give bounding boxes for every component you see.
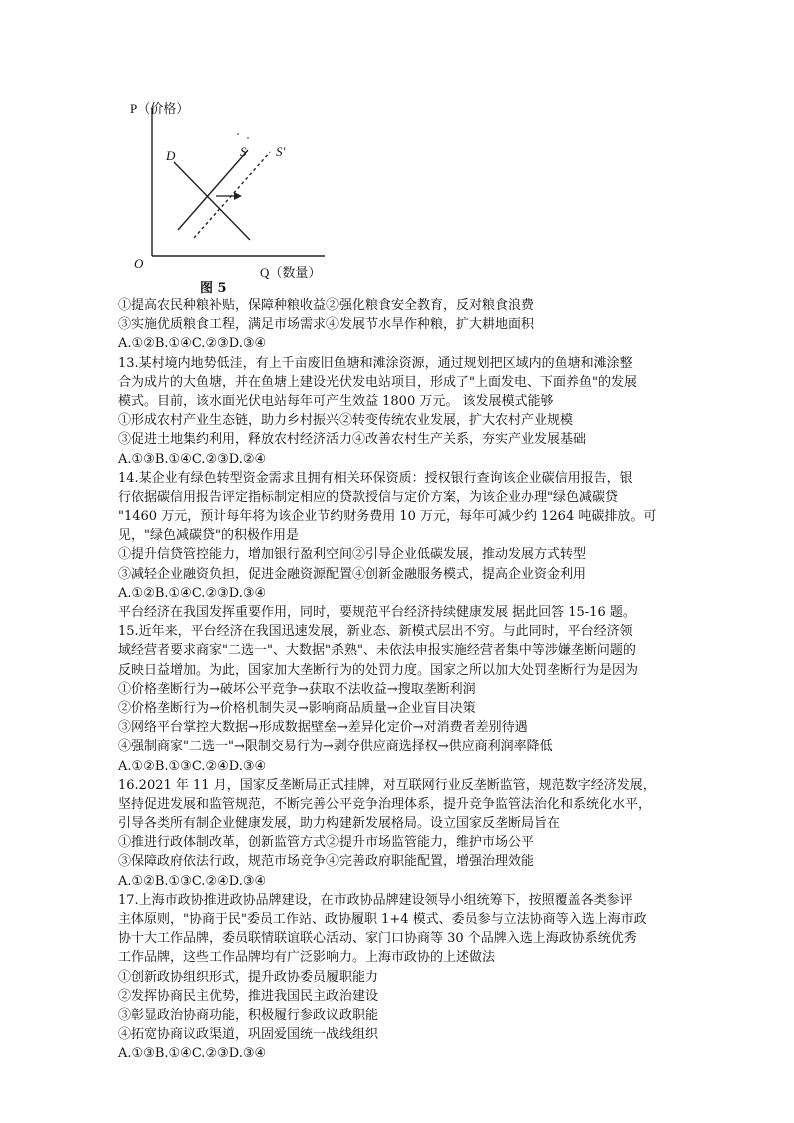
text-line: 14.某企业有绿色转型资金需求且拥有相关环保资质：授权银行查询该企业碳信用报告，银 (118, 470, 633, 486)
text-line: ④拓宽协商议政渠道，巩固爱国统一战线组织 (118, 1027, 379, 1043)
text-line: A.①②B.①③C.②④D.③④ (118, 758, 267, 774)
text-line: ①提升信贷管控能力，增加银行盈利空间②引导企业低碳发展，推动发展方式转型 (118, 547, 587, 563)
text-line: 13.某村境内地势低洼，有上千亩废旧鱼塘和滩涂资源，通过规划把区域内的鱼塘和滩涂整 (118, 355, 633, 371)
origin-label: O (134, 256, 144, 271)
x-axis-label: Q（数量） (260, 265, 322, 280)
text-line: 域经营者要求商家"二选一"、大数据"杀熟"、未依法申报实施经营者集中等涉嫌垄断问题的 (118, 643, 636, 659)
question-text (118, 296, 698, 1064)
text-line: A.①②B.①③C.②④D.③④ (118, 873, 267, 889)
y-axis-label: P（价格） (130, 101, 190, 116)
figure-caption: 图 5 (200, 281, 227, 296)
text-line: ③保障政府依法行政，规范市场竞争④完善政府职能配置，增强治理效能 (118, 854, 535, 870)
text-line: ①价格垄断行为→破坏公平竞争→获取不法收益→搜取垄断利润 (118, 681, 476, 697)
text-line: 行依据碳信用报告评定指标制定相应的贷款授信与定价方案，为该企业办理"绿色减碳贷 (118, 489, 618, 505)
text-line: 主体原则，"协商于民"委员工作站、政协履职 1+4 模式、委员参与立法协商等入选上海市政 (118, 912, 647, 927)
text-line: 工作品牌，这些工作品牌均有广泛影响力。上海市政协的上述做法 (118, 950, 496, 966)
shifted-supply-label: S' (276, 144, 286, 159)
supply-label: S (240, 144, 247, 159)
text-line: ③促进土地集约利用，释放农村经济活力④改善农村生产关系，夯实产业发展基础 (118, 432, 587, 448)
text-line: ①推进行政体制改革，创新监管方式②提升市场监管能力，维护市场公平 (118, 835, 535, 851)
text-line: ③网络平台掌控大数据→形成数据壁垒→差异化定价→对消费者差别待遇 (118, 720, 528, 736)
text-line: A.①③B.①④C.②③D.③④ (118, 1046, 267, 1062)
text-line: 见，"绿色减碳贷"的积极作用是 (118, 528, 299, 544)
text-line: A.①②B.①④C.②③D.③④ (118, 585, 267, 601)
text-line: ②发挥协商民主优势，推进我国民主政治建设 (118, 988, 379, 1004)
text-line: ②价格垄断行为→价格机制失灵→影响商品质量→企业盲目决策 (118, 700, 476, 716)
text-line: ①提高农民种粮补贴，保障种粮收益②强化粮食安全教育，反对粮食浪费 (118, 298, 535, 313)
text-line: "1460 万元，预计每年将为该企业节约财务费用 10 万元，每年可减少约 1264 吨碳排放。可 (118, 509, 657, 525)
text-line: ③彰显政治协商功能，积极履行参政议政职能 (118, 1007, 379, 1023)
text-line: ①创新政协组织形式，提升政协委员履职能力 (118, 969, 379, 985)
shift-arrow-head (234, 192, 242, 200)
text-line: 模式。目前，该水面光伏电站每年可产生效益 1800 万元。 该发展模式能够 (118, 393, 554, 409)
text-line: A.①③B.①④C.②③D.②④ (118, 451, 267, 467)
text-line: 平台经济在我国发挥重要作用，同时，要规范平台经济持续健康发展 据此回答 15-16 题。 (118, 605, 636, 620)
supply-demand-figure (120, 90, 340, 295)
text-line: 17.上海市政协推进政协品牌建设，在市政协品牌建设领导小组统筹下，按照覆盖各类参评 (118, 892, 633, 908)
text-line: 合为成片的大鱼塘，并在鱼塘上建设光伏发电站项目，形成了"上面发电、下面养鱼"的发展 (118, 374, 637, 390)
demand-label: D (166, 148, 176, 163)
text-line: ③减轻企业融资负担，促进金融资源配置④创新金融服务模式，提高企业资金利用 (118, 566, 587, 582)
text-line: 反映日益增加。为此，国家加大垄断行为的处罚力度。国家之所以加大处罚垄断行为是因为 (118, 662, 639, 678)
text-line: ③实施优质粮食工程，满足市场需求④发展节水旱作种粮，扩大耕地面积 (118, 317, 535, 333)
text-line: 16.2021 年 11 月，国家反垄断局正式挂牌，对互联网行业反垄断监管，规范数字经济发展， (118, 777, 656, 793)
text-line: A.①②B.①④C.②③D.③④ (118, 336, 267, 352)
text-line: 15.近年来，平台经济在我国迅速发展，新业态、新模式层出不穷。与此同时，平台经济领 (118, 624, 633, 640)
text-line: 协十大工作品牌，委员联情联谊联心活动、家门口协商等 30 个品牌入选上海政协系统优秀 (118, 931, 637, 947)
text-line: ①形成农村产业生态链，助力乡村振兴②转变传统农业发展，扩大农村产业规模 (118, 413, 574, 429)
demand-curve (174, 162, 250, 240)
text-line: ④强制商家"二选一"→限制交易行为→剥夺供应商选择权→供应商利润率降低 (118, 739, 553, 755)
supply-curve (178, 150, 248, 230)
text-line: 坚持促进发展和监管规范，不断完善公平竞争治理体系，提升竞争监管法治化和系统化水平， (118, 796, 652, 812)
text-line: 引导各类所有制企业健康发展，助力构建新发展格局。设立国家反垄断局旨在 (118, 816, 561, 832)
